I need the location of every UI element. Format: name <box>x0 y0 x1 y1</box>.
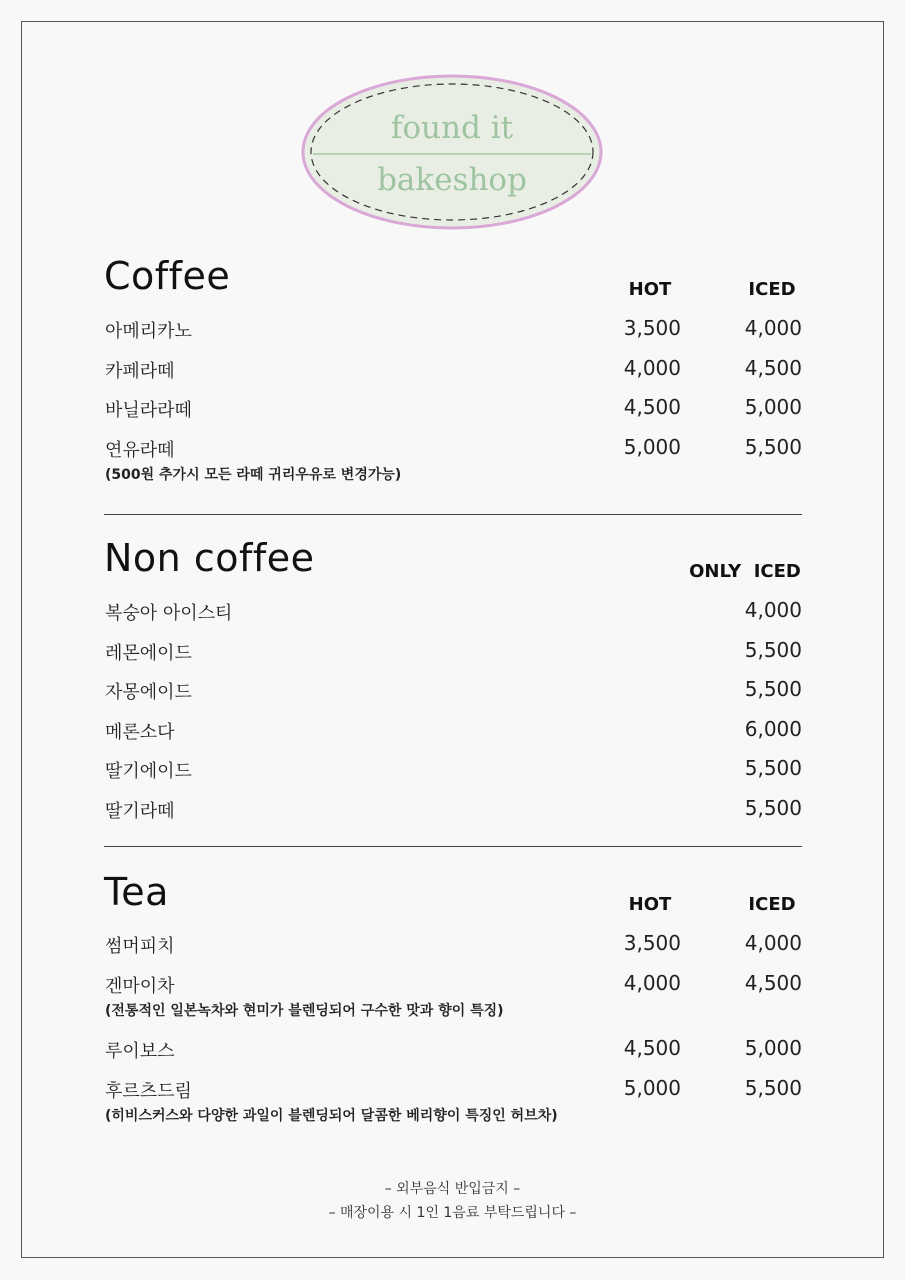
price-iced: 5,500 <box>744 435 802 459</box>
price-iced: 5,000 <box>744 1036 802 1060</box>
price-hot: 5,000 <box>623 1076 681 1100</box>
price-iced: 6,000 <box>744 717 802 741</box>
menu-item-name: 복숭아 아이스티 <box>105 603 233 624</box>
menu-item-name: 카페라떼 <box>105 361 175 382</box>
price-iced: 4,000 <box>744 931 802 955</box>
price-iced: 5,500 <box>744 756 802 780</box>
menu-item-name: 겐마이차 <box>105 976 175 997</box>
price-hot: 4,000 <box>623 971 681 995</box>
menu-item-name: 딸기라떼 <box>105 801 175 822</box>
logo <box>301 74 603 230</box>
menu-item-name: 딸기에이드 <box>105 761 192 782</box>
coffee-note: (500원 추가시 모든 라떼 귀리우유로 변경가능) <box>105 467 402 483</box>
menu-item-name: 아메리카노 <box>105 321 192 342</box>
noncoffee-title: Non coffee <box>104 536 315 580</box>
price-iced: 5,500 <box>744 638 802 662</box>
menu-item-name: 자몽에이드 <box>105 682 192 703</box>
price-iced: 5,500 <box>744 796 802 820</box>
menu-item-name: 후르츠드림 <box>105 1081 192 1102</box>
menu-item-name: 레몬에이드 <box>105 643 192 664</box>
price-hot: 4,000 <box>623 356 681 380</box>
tea-title: Tea <box>104 870 169 914</box>
price-iced: 5,500 <box>744 1076 802 1100</box>
price-hot: 4,500 <box>623 1036 681 1060</box>
price-iced: 4,000 <box>744 316 802 340</box>
logo-line1: found it <box>390 110 514 146</box>
price-iced: 4,500 <box>744 971 802 995</box>
section-divider <box>104 846 802 847</box>
tea-item-note: (전통적인 일본녹차와 현미가 블렌딩되어 구수한 맛과 향이 특징) <box>105 1003 504 1019</box>
menu-item-name: 바닐라라떼 <box>105 400 192 421</box>
price-iced: 5,500 <box>744 677 802 701</box>
menu-item-name: 메론소다 <box>105 722 175 743</box>
price-iced: 4,000 <box>744 598 802 622</box>
footer-line1: – 외부음식 반입금지 – <box>384 1181 521 1197</box>
menu-item-name: 썸머피치 <box>105 936 175 957</box>
price-hot: 3,500 <box>623 931 681 955</box>
coffee-title: Coffee <box>104 254 231 298</box>
tea-item-note: (히비스커스와 다양한 과일이 블렌딩되어 달콤한 베리향이 특징인 허브차) <box>105 1108 558 1124</box>
price-hot: 4,500 <box>623 395 681 419</box>
coffee-col-hot: HOT <box>628 279 672 300</box>
price-hot: 5,000 <box>623 435 681 459</box>
noncoffee-col-only-iced: ONLY ICED <box>689 561 801 582</box>
coffee-col-iced: ICED <box>748 279 796 300</box>
logo-line2: bakeshop <box>377 162 527 198</box>
tea-col-iced: ICED <box>748 894 796 915</box>
price-hot: 3,500 <box>623 316 681 340</box>
menu-item-name: 루이보스 <box>105 1041 175 1062</box>
tea-col-hot: HOT <box>628 894 672 915</box>
price-iced: 4,500 <box>744 356 802 380</box>
logo-oval-icon <box>301 74 603 230</box>
menu-item-name: 연유라떼 <box>105 440 175 461</box>
footer-line2: – 매장이용 시 1인 1음료 부탁드립니다 – <box>328 1205 577 1221</box>
price-iced: 5,000 <box>744 395 802 419</box>
section-divider <box>104 514 802 515</box>
